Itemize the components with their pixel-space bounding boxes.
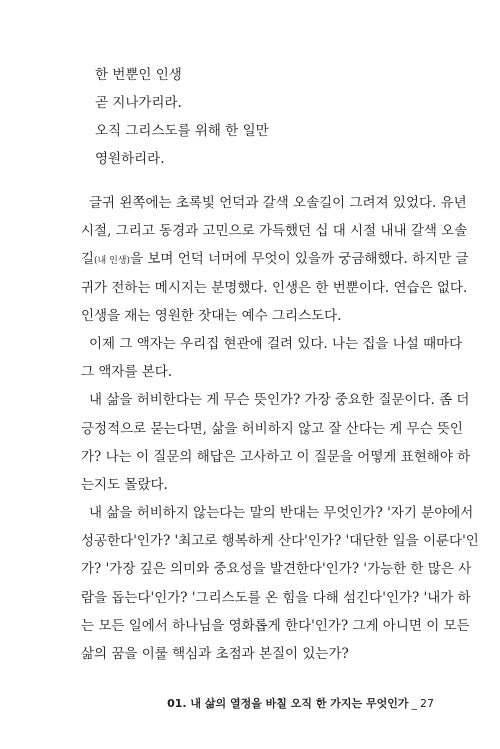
- body-line: 귀가 전하는 메시지는 분명했다. 인생은 한 번뿐이다. 연습은 없다.: [81, 279, 468, 296]
- running-footer: [167, 695, 434, 711]
- page-number: 27: [420, 697, 434, 710]
- body-line: 삶의 꿈을 이룰 핵심과 초점과 본질이 있는가?: [81, 646, 349, 662]
- body-line: [81, 245, 469, 273]
- poem-line: 한 번뿐인 인생: [95, 67, 182, 83]
- body-line: 이제 그 액자는 우리집 현관에 걸려 있다. 나는 집을 나설 때마다: [89, 335, 463, 352]
- body-line: 내 삶을 허비한다는 게 무슨 뜻인가? 가장 중요한 질문이다. 좀 더: [89, 392, 470, 409]
- poem-line: 영원하리라.: [95, 151, 165, 167]
- body-line: 긍정적으로 묻는다면, 삶을 허비하지 않고 잘 산다는 게 무슨 뜻인: [81, 420, 463, 437]
- body-line: 시절, 그리고 동경과 고민으로 가득했던 십 대 시절 내내 갈색 오솔: [81, 223, 468, 240]
- body-line: 가? 나는 이 질문의 해답은 고사하고 이 질문을 어떻게 표현해야 하: [81, 448, 471, 465]
- body-line: 글귀 왼쪽에는 초록빛 언덕과 갈색 오솔길이 그려져 있었다. 유년: [89, 195, 467, 211]
- poem-line: 오직 그리스도를 위해 한 일만: [95, 123, 269, 139]
- body-fragment: 을 보며 언덕 너머에 무엇이 있을까 궁금해했다. 하지만 글: [130, 251, 469, 268]
- footer-separator: _: [411, 697, 417, 710]
- body-line: 는 모든 일에서 하나님을 영화롭게 한다'인가? 그게 아니면 이 모든: [81, 617, 470, 634]
- body-line: 그 액자를 본다.: [81, 364, 173, 381]
- body-line: 인생을 재는 영원한 잣대는 예수 그리스도다.: [81, 307, 342, 324]
- body-fragment: 길: [81, 251, 95, 268]
- body-line: 람을 돕는다'인가? '그리스도를 온 힘을 다해 섬긴다'인가? '내가 하: [81, 589, 471, 606]
- body-line: 가? '가장 깊은 의미와 중요성을 발견한다'인가? '가능한 한 많은 사: [81, 561, 472, 578]
- body-text: [81, 189, 479, 668]
- poem-line: 곧 지나가리라.: [95, 95, 182, 111]
- chapter-title: 01. 내 삶의 열정을 바칠 오직 한 가지는 무엇인가: [167, 697, 409, 710]
- body-line: 내 삶을 허비하지 않는다는 말의 반대는 무엇인가? '자기 분야에서: [89, 505, 474, 522]
- body-line: 는지도 몰랐다.: [81, 476, 168, 493]
- poem-block: [95, 61, 269, 173]
- body-line: 성공한다'인가? '최고로 행복하게 산다'인가? '대단한 일을 이룬다'인: [81, 533, 479, 550]
- parenthetical-note: (내 인생): [94, 256, 131, 267]
